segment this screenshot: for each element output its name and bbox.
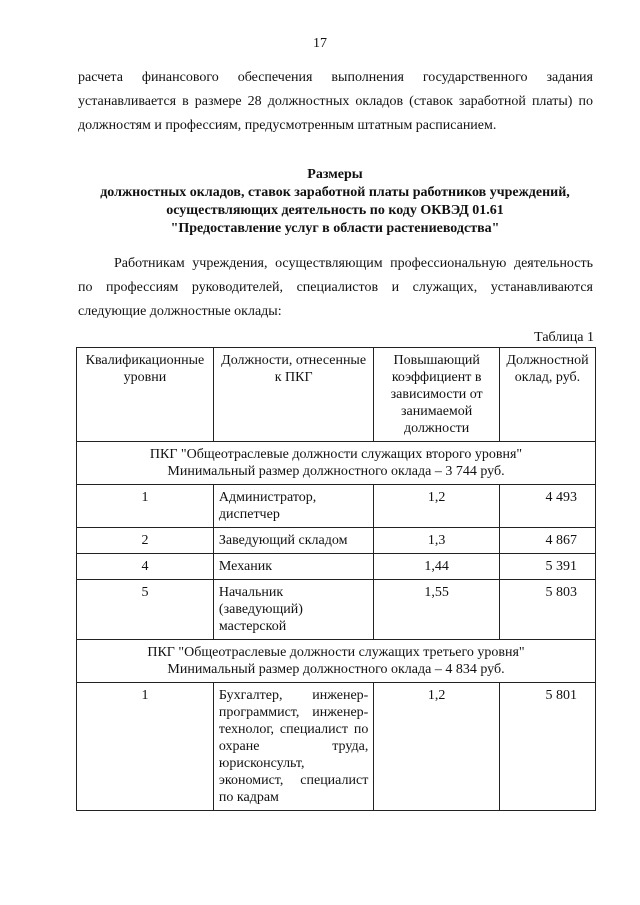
heading-line-1: Размеры [307, 167, 363, 182]
group-title: ПКГ "Общеотраслевые должности служащих второго уровня" [149, 447, 523, 462]
table-row [77, 683, 596, 811]
header-positions: Должности, отнесенные к ПКГ [213, 348, 373, 442]
group-title: ПКГ "Общеотраслевые должности служащих третьего уровня" [147, 645, 525, 660]
table-caption: Таблица 1 [534, 330, 594, 345]
heading-line-3: осуществляющих деятельность по коду ОКВЭД 01.61 [166, 203, 504, 218]
position-cell: Механик [213, 554, 373, 580]
intro-paragraph: расчета финансового обеспечения выполнения государственного задания устанавливается в размере 28 должностных окладов (ставок заработной платы) по должностям и профессиям, предусмотренным штатным расписанием. [78, 70, 593, 133]
coefficient-cell: 1,55 [374, 580, 500, 640]
position-cell: Бухгалтер, инженер-программист, инженер-технолог, специалист по охране труда, юрисконсульт, экономист, специалист по кадрам [213, 683, 373, 811]
table-row [77, 528, 596, 554]
salary-cell: 4 493 [500, 485, 596, 528]
salary-table [76, 347, 596, 811]
level-cell: 4 [77, 554, 214, 580]
level-cell: 1 [77, 683, 214, 811]
group-header-row [77, 640, 596, 683]
body-paragraph: Работникам учреждения, осуществляющим профессиональную деятельность по профессиям руководителей, специалистов и служащих, устанавливаются следующие должностные оклады: [78, 256, 593, 319]
page-number: 17 [313, 36, 327, 51]
coefficient-cell: 1,2 [374, 485, 500, 528]
level-cell: 1 [77, 485, 214, 528]
header-coefficient: Повышающий коэффициент в зависимости от занимаемой должности [374, 348, 500, 442]
salary-cell: 5 801 [500, 683, 596, 811]
group-subtitle: Минимальный размер должностного оклада – 4 834 руб. [167, 662, 505, 677]
level-cell: 5 [77, 580, 214, 640]
group-header-cell [77, 442, 596, 485]
coefficient-cell: 1,3 [374, 528, 500, 554]
group-header-cell [77, 640, 596, 683]
coefficient-cell: 1,44 [374, 554, 500, 580]
heading-line-4: "Предоставление услуг в области растениеводства" [170, 221, 500, 236]
header-qualification-levels: Квалификационные уровни [77, 348, 214, 442]
salary-cell: 5 391 [500, 554, 596, 580]
table-row [77, 485, 596, 528]
position-cell: Администратор, диспетчер [213, 485, 373, 528]
heading-line-2: должностных окладов, ставок заработной платы работников учреждений, [100, 185, 570, 200]
salary-cell: 4 867 [500, 528, 596, 554]
coefficient-cell: 1,2 [374, 683, 500, 811]
group-subtitle: Минимальный размер должностного оклада – 3 744 руб. [167, 464, 505, 479]
header-salary: Должностной оклад, руб. [500, 348, 596, 442]
table-row [77, 580, 596, 640]
section-heading [60, 166, 610, 238]
position-cell: Начальник (заведующий) мастерской [213, 580, 373, 640]
table-header-row [77, 348, 596, 442]
group-header-row [77, 442, 596, 485]
position-cell: Заведующий складом [213, 528, 373, 554]
salary-cell: 5 803 [500, 580, 596, 640]
table-row [77, 554, 596, 580]
level-cell: 2 [77, 528, 214, 554]
